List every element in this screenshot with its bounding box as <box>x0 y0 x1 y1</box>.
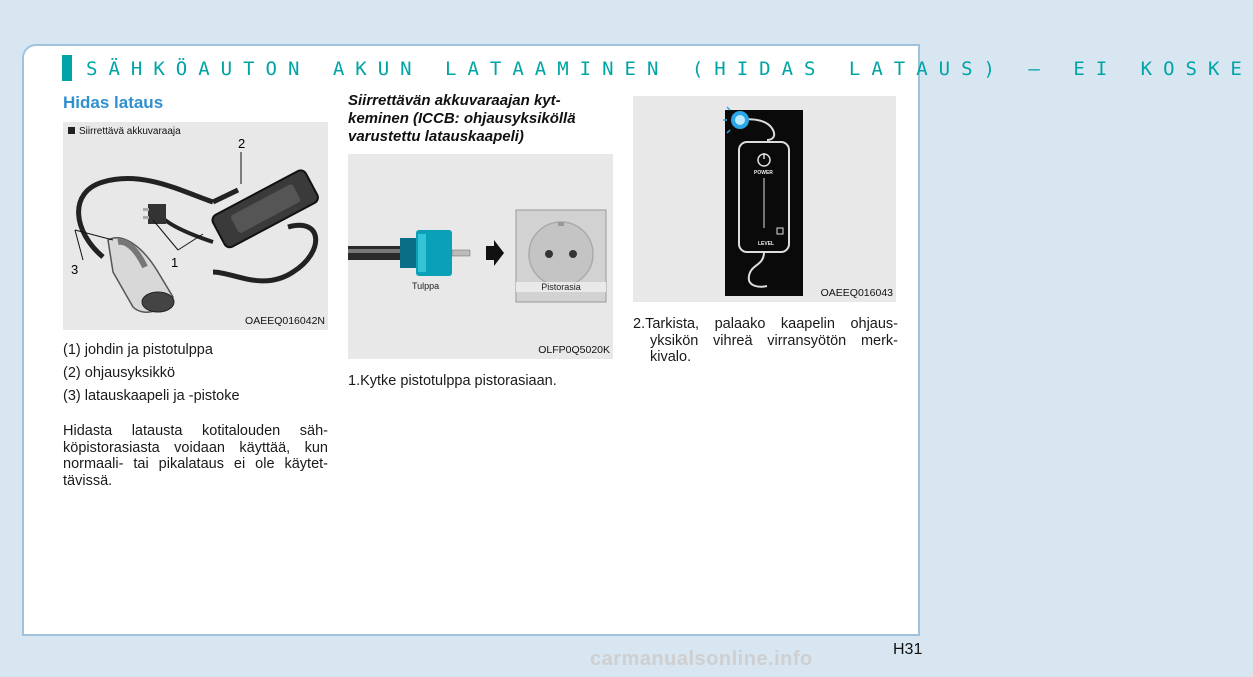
body-paragraph: Hidasta latausta kotitalouden säh-köpistorasiasta voidaan käyttää, kun normaali- tai pikalataus ei ole käytet-tävissä. <box>63 423 328 489</box>
column-check-indicator <box>633 96 898 366</box>
page-number: H31 <box>893 641 923 658</box>
figure-plug-socket <box>348 154 613 359</box>
section-heading: Hidas lataus <box>63 93 164 112</box>
column-slow-charging <box>63 92 328 489</box>
callout-2: 2 <box>238 136 246 151</box>
header-accent-bar <box>62 55 72 81</box>
figure-portable-charger <box>63 122 328 330</box>
component-list <box>63 342 328 405</box>
figure-code: OAEEQ016042N <box>245 315 325 327</box>
figure-code: OLFP0Q5020K <box>538 344 610 356</box>
list-item: (3) latauskaapeli ja -pistoke <box>63 388 240 404</box>
plug-socket-illustration <box>348 154 613 359</box>
watermark: carmanualsonline.info <box>590 648 813 670</box>
step-1: 1.Kytke pistotulppa pistorasiaan. <box>348 373 557 389</box>
callout-3: 3 <box>71 262 79 277</box>
level-label: LEVEL <box>758 241 775 247</box>
callout-1: 1 <box>171 255 179 270</box>
power-label: POWER <box>754 170 773 176</box>
socket-label: Pistorasia <box>516 282 606 292</box>
chapter-title: SÄHKÖAUTON AKUN LATAAMINEN (HIDAS LATAUS) – EI KOSKE <box>86 58 1253 80</box>
list-item: (2) ohjausyksikkö <box>63 365 176 381</box>
step-2: 2.Tarkista, palaako kaapelin ohjaus-yksikön vihreä virransyötön merk-kivalo. <box>633 316 898 365</box>
figure-caption: Siirrettävä akkuvaraaja <box>68 126 181 137</box>
plug-label: Tulppa <box>412 281 440 291</box>
list-item: (1) johdin ja pistotulppa <box>63 342 213 358</box>
charger-illustration <box>63 122 328 330</box>
figure-code: OAEEQ016043 <box>820 287 893 299</box>
control-unit-illustration <box>633 96 896 302</box>
figure-control-unit <box>633 96 896 302</box>
subsection-heading: Siirrettävän akkuvaraajan kyt- keminen (ICCB: ohjausyksiköllä varustettu latauskaapeli) <box>348 92 576 145</box>
column-connecting-charger <box>348 92 613 390</box>
